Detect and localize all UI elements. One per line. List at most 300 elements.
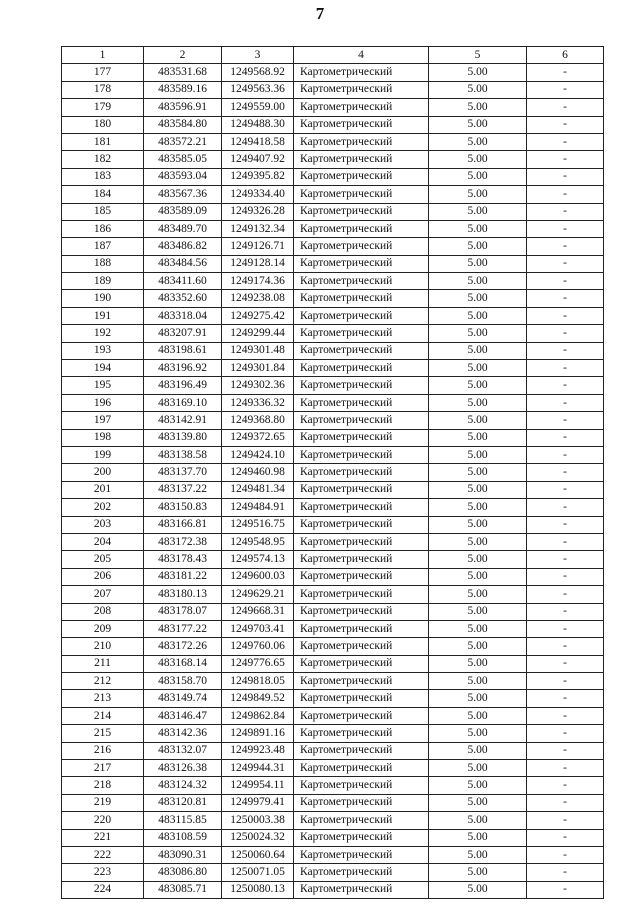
- y-coordinate-cell: 1249368.80: [222, 412, 294, 429]
- method-cell: Картометрический: [294, 586, 429, 603]
- point-number-cell: 204: [62, 533, 144, 550]
- column-6-cell: -: [527, 307, 604, 324]
- x-coordinate-cell: 483120.81: [144, 794, 222, 811]
- column-6-cell: -: [527, 742, 604, 759]
- x-coordinate-cell: 483108.59: [144, 829, 222, 846]
- table-header-row: [62, 47, 604, 64]
- point-number-cell: 200: [62, 464, 144, 481]
- method-cell: Картометрический: [294, 881, 429, 898]
- x-coordinate-cell: 483411.60: [144, 273, 222, 290]
- method-cell: Картометрический: [294, 81, 429, 98]
- method-cell: Картометрический: [294, 342, 429, 359]
- table-row: [62, 707, 604, 724]
- y-coordinate-cell: 1249629.21: [222, 586, 294, 603]
- point-number-cell: 187: [62, 238, 144, 255]
- table-row: [62, 603, 604, 620]
- precision-cell: 5.00: [429, 99, 527, 116]
- method-cell: Картометрический: [294, 151, 429, 168]
- column-6-cell: -: [527, 255, 604, 272]
- column-6-cell: -: [527, 325, 604, 342]
- method-cell: Картометрический: [294, 238, 429, 255]
- precision-cell: 5.00: [429, 568, 527, 585]
- column-6-cell: -: [527, 99, 604, 116]
- method-cell: Картометрический: [294, 673, 429, 690]
- point-number-cell: 185: [62, 203, 144, 220]
- x-coordinate-cell: 483142.36: [144, 725, 222, 742]
- method-cell: Картометрический: [294, 725, 429, 742]
- column-6-cell: -: [527, 133, 604, 150]
- point-number-cell: 214: [62, 707, 144, 724]
- point-number-cell: 192: [62, 325, 144, 342]
- y-coordinate-cell: 1249944.31: [222, 760, 294, 777]
- table-row: [62, 220, 604, 237]
- x-coordinate-cell: 483172.38: [144, 533, 222, 550]
- point-number-cell: 193: [62, 342, 144, 359]
- precision-cell: 5.00: [429, 151, 527, 168]
- y-coordinate-cell: 1250024.32: [222, 829, 294, 846]
- method-cell: Картометрический: [294, 794, 429, 811]
- table-row: [62, 168, 604, 185]
- precision-cell: 5.00: [429, 168, 527, 185]
- point-number-cell: 197: [62, 412, 144, 429]
- precision-cell: 5.00: [429, 533, 527, 550]
- column-6-cell: -: [527, 864, 604, 881]
- method-cell: Картометрический: [294, 690, 429, 707]
- point-number-cell: 219: [62, 794, 144, 811]
- method-cell: Картометрический: [294, 533, 429, 550]
- column-6-cell: -: [527, 429, 604, 446]
- column-6-cell: -: [527, 777, 604, 794]
- x-coordinate-cell: 483124.32: [144, 777, 222, 794]
- column-6-cell: -: [527, 638, 604, 655]
- table-row: [62, 64, 604, 81]
- y-coordinate-cell: 1249460.98: [222, 464, 294, 481]
- method-cell: Картометрический: [294, 655, 429, 672]
- x-coordinate-cell: 483593.04: [144, 168, 222, 185]
- x-coordinate-cell: 483181.22: [144, 568, 222, 585]
- precision-cell: 5.00: [429, 342, 527, 359]
- precision-cell: 5.00: [429, 620, 527, 637]
- x-coordinate-cell: 483138.58: [144, 446, 222, 463]
- y-coordinate-cell: 1249954.11: [222, 777, 294, 794]
- column-6-cell: -: [527, 446, 604, 463]
- x-coordinate-cell: 483567.36: [144, 186, 222, 203]
- y-coordinate-cell: 1249923.48: [222, 742, 294, 759]
- point-number-cell: 211: [62, 655, 144, 672]
- precision-cell: 5.00: [429, 429, 527, 446]
- method-cell: Картометрический: [294, 568, 429, 585]
- column-6-cell: -: [527, 64, 604, 81]
- column-6-cell: -: [527, 377, 604, 394]
- table-row: [62, 186, 604, 203]
- table-row: [62, 586, 604, 603]
- table-row: [62, 429, 604, 446]
- method-cell: Картометрический: [294, 551, 429, 568]
- table-row: [62, 394, 604, 411]
- y-coordinate-cell: 1249407.92: [222, 151, 294, 168]
- y-coordinate-cell: 1249481.34: [222, 481, 294, 498]
- point-number-cell: 205: [62, 551, 144, 568]
- column-header-x: 2: [144, 47, 222, 64]
- table-row: [62, 255, 604, 272]
- y-coordinate-cell: 1249302.36: [222, 377, 294, 394]
- column-6-cell: -: [527, 690, 604, 707]
- x-coordinate-cell: 483132.07: [144, 742, 222, 759]
- table-row: [62, 620, 604, 637]
- y-coordinate-cell: 1249600.03: [222, 568, 294, 585]
- method-cell: Картометрический: [294, 620, 429, 637]
- point-number-cell: 224: [62, 881, 144, 898]
- point-number-cell: 206: [62, 568, 144, 585]
- table-row: [62, 829, 604, 846]
- column-6-cell: -: [527, 620, 604, 637]
- table-row: [62, 151, 604, 168]
- precision-cell: 5.00: [429, 725, 527, 742]
- y-coordinate-cell: 1249128.14: [222, 255, 294, 272]
- x-coordinate-cell: 483484.56: [144, 255, 222, 272]
- column-header-precision: 5: [429, 47, 527, 64]
- x-coordinate-cell: 483178.43: [144, 551, 222, 568]
- column-header-method: 4: [294, 47, 429, 64]
- column-6-cell: -: [527, 673, 604, 690]
- point-number-cell: 208: [62, 603, 144, 620]
- method-cell: Картометрический: [294, 116, 429, 133]
- y-coordinate-cell: 1250071.05: [222, 864, 294, 881]
- y-coordinate-cell: 1249563.36: [222, 81, 294, 98]
- precision-cell: 5.00: [429, 203, 527, 220]
- y-coordinate-cell: 1249862.84: [222, 707, 294, 724]
- y-coordinate-cell: 1249301.84: [222, 360, 294, 377]
- x-coordinate-cell: 483486.82: [144, 238, 222, 255]
- x-coordinate-cell: 483166.81: [144, 516, 222, 533]
- x-coordinate-cell: 483085.71: [144, 881, 222, 898]
- precision-cell: 5.00: [429, 586, 527, 603]
- precision-cell: 5.00: [429, 777, 527, 794]
- x-coordinate-cell: 483146.47: [144, 707, 222, 724]
- y-coordinate-cell: 1249126.71: [222, 238, 294, 255]
- point-number-cell: 186: [62, 220, 144, 237]
- precision-cell: 5.00: [429, 255, 527, 272]
- x-coordinate-cell: 483149.74: [144, 690, 222, 707]
- y-coordinate-cell: 1249488.30: [222, 116, 294, 133]
- point-number-cell: 194: [62, 360, 144, 377]
- precision-cell: 5.00: [429, 377, 527, 394]
- table-row: [62, 881, 604, 898]
- precision-cell: 5.00: [429, 812, 527, 829]
- column-6-cell: -: [527, 360, 604, 377]
- y-coordinate-cell: 1249760.06: [222, 638, 294, 655]
- point-number-cell: 199: [62, 446, 144, 463]
- x-coordinate-cell: 483168.14: [144, 655, 222, 672]
- point-number-cell: 195: [62, 377, 144, 394]
- point-number-cell: 191: [62, 307, 144, 324]
- point-number-cell: 217: [62, 760, 144, 777]
- y-coordinate-cell: 1249174.36: [222, 273, 294, 290]
- x-coordinate-cell: 483196.49: [144, 377, 222, 394]
- column-6-cell: -: [527, 342, 604, 359]
- table-row: [62, 499, 604, 516]
- x-coordinate-cell: 483585.05: [144, 151, 222, 168]
- x-coordinate-cell: 483489.70: [144, 220, 222, 237]
- x-coordinate-cell: 483572.21: [144, 133, 222, 150]
- method-cell: Картометрический: [294, 307, 429, 324]
- point-number-cell: 181: [62, 133, 144, 150]
- y-coordinate-cell: 1249301.48: [222, 342, 294, 359]
- column-6-cell: -: [527, 464, 604, 481]
- point-number-cell: 213: [62, 690, 144, 707]
- column-6-cell: -: [527, 499, 604, 516]
- method-cell: Картометрический: [294, 516, 429, 533]
- table-row: [62, 325, 604, 342]
- x-coordinate-cell: 483158.70: [144, 673, 222, 690]
- precision-cell: 5.00: [429, 464, 527, 481]
- table-row: [62, 238, 604, 255]
- point-number-cell: 203: [62, 516, 144, 533]
- y-coordinate-cell: 1249776.65: [222, 655, 294, 672]
- column-6-cell: -: [527, 220, 604, 237]
- method-cell: Картометрический: [294, 133, 429, 150]
- table-row: [62, 568, 604, 585]
- point-number-cell: 207: [62, 586, 144, 603]
- point-number-cell: 189: [62, 273, 144, 290]
- precision-cell: 5.00: [429, 394, 527, 411]
- column-6-cell: -: [527, 725, 604, 742]
- x-coordinate-cell: 483196.92: [144, 360, 222, 377]
- method-cell: Картометрический: [294, 829, 429, 846]
- x-coordinate-cell: 483178.07: [144, 603, 222, 620]
- method-cell: Картометрический: [294, 99, 429, 116]
- precision-cell: 5.00: [429, 220, 527, 237]
- y-coordinate-cell: 1249418.58: [222, 133, 294, 150]
- point-number-cell: 182: [62, 151, 144, 168]
- column-6-cell: -: [527, 846, 604, 863]
- x-coordinate-cell: 483126.38: [144, 760, 222, 777]
- y-coordinate-cell: 1249849.52: [222, 690, 294, 707]
- y-coordinate-cell: 1249238.08: [222, 290, 294, 307]
- column-6-cell: -: [527, 516, 604, 533]
- page-number: 7: [315, 4, 325, 23]
- precision-cell: 5.00: [429, 499, 527, 516]
- precision-cell: 5.00: [429, 481, 527, 498]
- point-number-cell: 221: [62, 829, 144, 846]
- y-coordinate-cell: 1249979.41: [222, 794, 294, 811]
- precision-cell: 5.00: [429, 307, 527, 324]
- y-coordinate-cell: 1249574.13: [222, 551, 294, 568]
- x-coordinate-cell: 483150.83: [144, 499, 222, 516]
- precision-cell: 5.00: [429, 742, 527, 759]
- point-number-cell: 202: [62, 499, 144, 516]
- precision-cell: 5.00: [429, 290, 527, 307]
- method-cell: Картометрический: [294, 64, 429, 81]
- method-cell: Картометрический: [294, 777, 429, 794]
- precision-cell: 5.00: [429, 446, 527, 463]
- y-coordinate-cell: 1249516.75: [222, 516, 294, 533]
- table-row: [62, 673, 604, 690]
- table-row: [62, 342, 604, 359]
- y-coordinate-cell: 1250080.13: [222, 881, 294, 898]
- y-coordinate-cell: 1249484.91: [222, 499, 294, 516]
- x-coordinate-cell: 483177.22: [144, 620, 222, 637]
- table-row: [62, 846, 604, 863]
- method-cell: Картометрический: [294, 812, 429, 829]
- y-coordinate-cell: 1250060.64: [222, 846, 294, 863]
- y-coordinate-cell: 1249275.42: [222, 307, 294, 324]
- x-coordinate-cell: 483207.91: [144, 325, 222, 342]
- table-row: [62, 290, 604, 307]
- table-row: [62, 133, 604, 150]
- precision-cell: 5.00: [429, 238, 527, 255]
- point-number-cell: 215: [62, 725, 144, 742]
- method-cell: Картометрический: [294, 638, 429, 655]
- method-cell: Картометрический: [294, 394, 429, 411]
- x-coordinate-cell: 483180.13: [144, 586, 222, 603]
- column-6-cell: -: [527, 707, 604, 724]
- table-row: [62, 760, 604, 777]
- point-number-cell: 222: [62, 846, 144, 863]
- column-6-cell: -: [527, 533, 604, 550]
- point-number-cell: 188: [62, 255, 144, 272]
- point-number-cell: 179: [62, 99, 144, 116]
- table-row: [62, 777, 604, 794]
- precision-cell: 5.00: [429, 64, 527, 81]
- method-cell: Картометрический: [294, 464, 429, 481]
- precision-cell: 5.00: [429, 360, 527, 377]
- y-coordinate-cell: 1249336.32: [222, 394, 294, 411]
- point-number-cell: 178: [62, 81, 144, 98]
- precision-cell: 5.00: [429, 81, 527, 98]
- table-row: [62, 725, 604, 742]
- column-6-cell: -: [527, 290, 604, 307]
- precision-cell: 5.00: [429, 516, 527, 533]
- precision-cell: 5.00: [429, 133, 527, 150]
- y-coordinate-cell: 1249559.00: [222, 99, 294, 116]
- x-coordinate-cell: 483589.09: [144, 203, 222, 220]
- y-coordinate-cell: 1249334.40: [222, 186, 294, 203]
- method-cell: Картометрический: [294, 864, 429, 881]
- method-cell: Картометрический: [294, 325, 429, 342]
- column-6-cell: -: [527, 603, 604, 620]
- method-cell: Картометрический: [294, 499, 429, 516]
- y-coordinate-cell: 1250003.38: [222, 812, 294, 829]
- column-6-cell: -: [527, 151, 604, 168]
- coordinates-table: [61, 46, 604, 899]
- x-coordinate-cell: 483596.91: [144, 99, 222, 116]
- point-number-cell: 216: [62, 742, 144, 759]
- table-row: [62, 99, 604, 116]
- x-coordinate-cell: 483090.31: [144, 846, 222, 863]
- column-6-cell: -: [527, 881, 604, 898]
- method-cell: Картометрический: [294, 273, 429, 290]
- x-coordinate-cell: 483352.60: [144, 290, 222, 307]
- table-row: [62, 412, 604, 429]
- column-6-cell: -: [527, 238, 604, 255]
- point-number-cell: 209: [62, 620, 144, 637]
- y-coordinate-cell: 1249568.92: [222, 64, 294, 81]
- column-6-cell: -: [527, 568, 604, 585]
- table-row: [62, 273, 604, 290]
- y-coordinate-cell: 1249299.44: [222, 325, 294, 342]
- method-cell: Картометрический: [294, 707, 429, 724]
- point-number-cell: 196: [62, 394, 144, 411]
- table-row: [62, 551, 604, 568]
- x-coordinate-cell: 483531.68: [144, 64, 222, 81]
- precision-cell: 5.00: [429, 551, 527, 568]
- method-cell: Картометрический: [294, 603, 429, 620]
- column-6-cell: -: [527, 186, 604, 203]
- method-cell: Картометрический: [294, 186, 429, 203]
- column-6-cell: -: [527, 586, 604, 603]
- column-6-cell: -: [527, 116, 604, 133]
- column-header-point-number: 1: [62, 47, 144, 64]
- column-6-cell: -: [527, 412, 604, 429]
- table-row: [62, 516, 604, 533]
- point-number-cell: 201: [62, 481, 144, 498]
- table-row: [62, 307, 604, 324]
- precision-cell: 5.00: [429, 412, 527, 429]
- column-6-cell: -: [527, 203, 604, 220]
- table-row: [62, 377, 604, 394]
- table-row: [62, 742, 604, 759]
- x-coordinate-cell: 483115.85: [144, 812, 222, 829]
- method-cell: Картометрический: [294, 760, 429, 777]
- method-cell: Картометрический: [294, 377, 429, 394]
- x-coordinate-cell: 483584.80: [144, 116, 222, 133]
- precision-cell: 5.00: [429, 655, 527, 672]
- table-row: [62, 533, 604, 550]
- method-cell: Картометрический: [294, 446, 429, 463]
- column-header-y: 3: [222, 47, 294, 64]
- y-coordinate-cell: 1249372.65: [222, 429, 294, 446]
- table-row: [62, 655, 604, 672]
- x-coordinate-cell: 483137.22: [144, 481, 222, 498]
- table-row: [62, 81, 604, 98]
- table-row: [62, 481, 604, 498]
- column-6-cell: -: [527, 168, 604, 185]
- precision-cell: 5.00: [429, 603, 527, 620]
- x-coordinate-cell: 483139.80: [144, 429, 222, 446]
- precision-cell: 5.00: [429, 794, 527, 811]
- column-6-cell: -: [527, 760, 604, 777]
- precision-cell: 5.00: [429, 707, 527, 724]
- y-coordinate-cell: 1249548.95: [222, 533, 294, 550]
- x-coordinate-cell: 483198.61: [144, 342, 222, 359]
- column-6-cell: -: [527, 655, 604, 672]
- table-body: [62, 64, 604, 899]
- column-6-cell: -: [527, 394, 604, 411]
- column-6-cell: -: [527, 829, 604, 846]
- method-cell: Картометрический: [294, 203, 429, 220]
- y-coordinate-cell: 1249132.34: [222, 220, 294, 237]
- y-coordinate-cell: 1249703.41: [222, 620, 294, 637]
- column-6-cell: -: [527, 812, 604, 829]
- precision-cell: 5.00: [429, 325, 527, 342]
- precision-cell: 5.00: [429, 273, 527, 290]
- x-coordinate-cell: 483142.91: [144, 412, 222, 429]
- table-row: [62, 864, 604, 881]
- point-number-cell: 212: [62, 673, 144, 690]
- method-cell: Картометрический: [294, 742, 429, 759]
- table-row: [62, 638, 604, 655]
- x-coordinate-cell: 483318.04: [144, 307, 222, 324]
- method-cell: Картометрический: [294, 412, 429, 429]
- precision-cell: 5.00: [429, 116, 527, 133]
- point-number-cell: 177: [62, 64, 144, 81]
- y-coordinate-cell: 1249395.82: [222, 168, 294, 185]
- point-number-cell: 198: [62, 429, 144, 446]
- table-row: [62, 203, 604, 220]
- method-cell: Картометрический: [294, 846, 429, 863]
- y-coordinate-cell: 1249891.16: [222, 725, 294, 742]
